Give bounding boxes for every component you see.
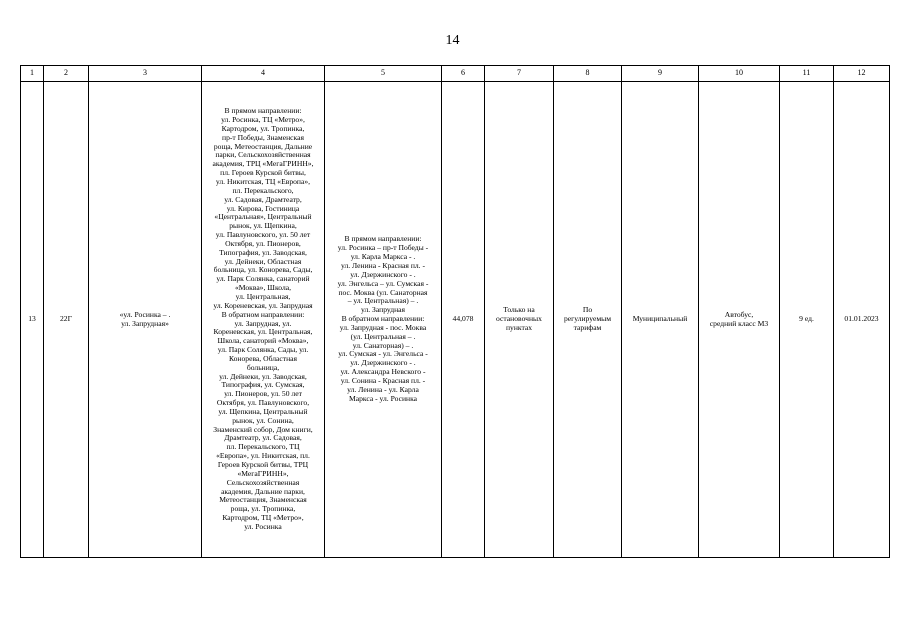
text-line: ул. Запрудная [361, 305, 405, 315]
text-line: тарифам [573, 322, 602, 332]
text-line: ул. Павлуновского, ул. 50 лет [215, 230, 311, 240]
text-line: ул. Росинка – пр-т Победы - [337, 243, 429, 253]
text-line: Октября, ул. Пионеров, [225, 238, 301, 248]
text-line: «Моква», Школа, [234, 283, 291, 293]
page-number: 14 [445, 33, 460, 48]
text-line: ул. Дейнеки, ул. Заводская, [219, 371, 307, 381]
text-line: Сельскохозяйственная [226, 477, 300, 487]
header-cell: 2 [44, 66, 89, 82]
text-line: Типография, ул. Заводская, [219, 247, 307, 257]
route-registry-table [20, 65, 890, 558]
text-line: ул. Дзержинского - . [350, 358, 416, 368]
text-line: ул. Александра Невского - [340, 367, 426, 377]
vehicle-count-cell: 9 ед. [780, 82, 834, 558]
vehicle-class-text [700, 311, 778, 329]
text-line: ул. Запрудная» [121, 318, 169, 328]
boarding-procedure-cell [485, 82, 554, 558]
text-line: академия, Дальние парки, [221, 486, 305, 496]
text-line: Только на [503, 305, 535, 315]
stops-list-text [203, 107, 323, 532]
vehicle-class-cell [699, 82, 780, 558]
text-line: пунктах [505, 322, 533, 332]
text-line: В обратном направлении: [221, 309, 305, 319]
text-line: Маркса - ул. Росинка [348, 393, 418, 403]
route-name-cell [89, 82, 202, 558]
text-line: роща, Метеостанция, Дальние [213, 141, 313, 151]
text-line: ул. Сонина - Красная пл. - [340, 375, 426, 385]
text-line: ул. Санаторная) – . [352, 340, 414, 350]
header-cell: 7 [485, 66, 554, 82]
text-line: средний класс М3 [709, 318, 769, 328]
header-cell: 6 [442, 66, 485, 82]
route-row [21, 82, 890, 558]
text-line: ул. Садовая, Драмтеатр, [224, 194, 302, 204]
text-line: (ул. Центральная – . [350, 331, 416, 341]
text-line: – ул. Центральная) – . [347, 296, 419, 306]
text-line: ул. Пионеров, ул. 50 лет [224, 389, 302, 399]
text-line: остановочных [496, 314, 542, 324]
text-line: ул. Энгельса – ул. Сумская - [337, 278, 429, 288]
text-line: ул. Щепкина, Центральный [218, 406, 308, 416]
header-cell: 8 [554, 66, 622, 82]
text-line: В прямом направлении: [344, 234, 422, 244]
text-line: парки, Сельскохозяйственная [215, 150, 311, 160]
boarding-procedure-text [486, 306, 552, 333]
text-line: Героев Курской битвы, ТРЦ [217, 460, 309, 469]
header-cell: 4 [202, 66, 325, 82]
text-line: «ул. Росинка – . [119, 309, 171, 319]
route-length-cell: 44,078 [442, 82, 485, 558]
header-cell: 3 [89, 66, 202, 82]
text-line: ул. Дзержинского - . [350, 269, 416, 279]
text-line: ул. Карла Маркса - . [350, 252, 416, 262]
text-line: ул. Центральная, [235, 291, 291, 301]
text-line: «Центральная», Центральный [214, 212, 312, 222]
header-cell: 1 [21, 66, 44, 82]
text-line: регулируемым [563, 314, 612, 324]
stops-list-cell [202, 82, 325, 558]
text-line: Автобус, [724, 309, 754, 319]
header-cell: 5 [325, 66, 442, 82]
text-line: ул. Сумская - ул. Энгельса - [338, 349, 428, 359]
route-name-text [90, 311, 200, 329]
text-line: В прямом направлении: [224, 106, 302, 116]
text-line: больница, ул. Конорева, Сады, [213, 265, 313, 275]
text-line: ул. Ленина - ул. Карла [347, 384, 419, 394]
text-line: ул. Кореневская, ул. Запрудная [213, 300, 313, 310]
text-line: ул. Парк Солянка, санаторий [216, 274, 310, 284]
text-line: Октября, ул. Павлуновского, [216, 398, 310, 408]
header-cell: 11 [780, 66, 834, 82]
text-line: «Европа», ул. Никитская, пл. [216, 451, 310, 461]
row-number-cell: 13 [21, 82, 44, 558]
text-line: «МегаГРИНН», [237, 468, 289, 478]
text-line: Кореневская, ул. Центральная, [213, 327, 313, 337]
header-cell: 12 [834, 66, 890, 82]
text-line: ул. Кирова, Гостиница [226, 203, 300, 213]
text-line: Знаменский собор, Дом книги, [213, 424, 313, 434]
header-cell: 9 [622, 66, 699, 82]
text-line: ул. Ленина - Красная пл. - [340, 261, 425, 271]
text-line: Конорева, Областная [228, 353, 298, 363]
text-line: пл. Перекальского, [232, 185, 294, 195]
tariff-type-cell [554, 82, 622, 558]
text-line: ул. Росинка [244, 521, 282, 531]
text-line: роща, ул. Тропинка, [230, 504, 296, 514]
text-line: ул. Запрудная - пос. Моква [339, 322, 427, 332]
text-line: больница, [246, 362, 280, 372]
text-line: Картодром, ул. Тропинка, [221, 123, 305, 133]
text-line: Драмтеатр, ул. Садовая, [224, 433, 302, 443]
text-line: пл. Перекальского, ТЦ [226, 442, 300, 452]
streets-list-cell [325, 82, 442, 558]
start-date-cell: 01.01.2023 [834, 82, 890, 558]
route-number-cell: 22Г [44, 82, 89, 558]
text-line: пл. Героев Курской битвы, [220, 168, 306, 178]
text-line: пос. Моква (ул. Санаторная [338, 287, 428, 297]
text-line: Картодром, ТЦ «Метро», [222, 513, 304, 523]
text-line: Типография, ул. Сумская, [221, 380, 305, 390]
text-line: пр-т Победы, Знаменская [222, 132, 304, 142]
text-line: По [582, 305, 593, 315]
column-number-row [21, 66, 890, 82]
text-line: ул. Запрудная, ул. [234, 318, 292, 328]
text-line: ул. Парк Солянка, Сады, ул. [217, 345, 309, 355]
text-line: рынок, ул. Щепкина, [229, 221, 297, 231]
text-line: ул. Росинка, ТЦ «Метро», [221, 115, 305, 125]
header-cell: 10 [699, 66, 780, 82]
text-line: рынок, ул. Сонина, [232, 415, 294, 425]
streets-list-text [326, 235, 440, 403]
text-line: Метеостанция, Знаменская [219, 495, 307, 505]
text-line: ул. Никитская, ТЦ «Европа», [215, 177, 311, 186]
text-line: ул. Дейнеки, Областная [224, 256, 302, 266]
text-line: В обратном направлении: [341, 314, 425, 324]
text-line: Школа, санаторий «Моква», [217, 336, 309, 346]
tariff-type-text [555, 306, 620, 333]
text-line: академия, ТРЦ «МегаГРИНН», [212, 159, 314, 169]
route-type-cell: Муниципальный [622, 82, 699, 558]
